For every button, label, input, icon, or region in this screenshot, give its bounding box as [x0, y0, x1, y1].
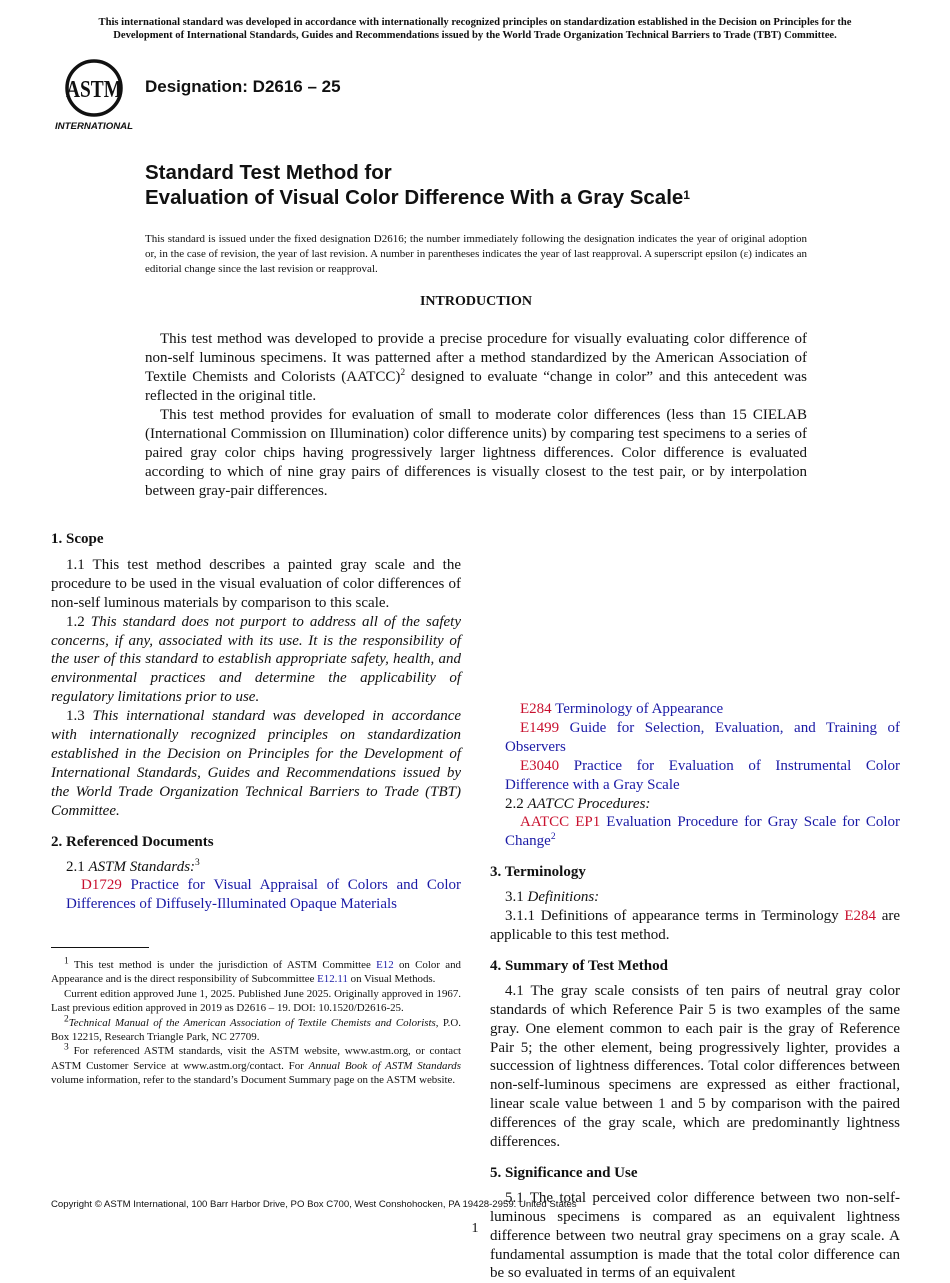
title-footnote-ref[interactable]: 1 [683, 188, 690, 202]
ref-aatcc-ep1-code[interactable]: AATCC EP1 [520, 814, 601, 831]
section-heading-scope: 1. Scope [51, 531, 104, 547]
astm-standards-footnote-ref[interactable]: 3 [195, 857, 200, 868]
ref-d1729-title[interactable]: Practice for Visual Appraisal of Colors and Color Differences of Diffusely-Illuminated Opaque Materials [66, 877, 461, 913]
left-column [51, 530, 461, 914]
section-heading-referenced-documents: 2. Referenced Documents [51, 833, 214, 850]
right-column [490, 530, 900, 1283]
title-line1: Standard Test Method for [145, 161, 392, 184]
paragraph-3-1: 3.1 Definitions: [505, 889, 600, 906]
link-e12[interactable]: E12 [376, 959, 394, 971]
ref-d1729-code[interactable]: D1729 [81, 877, 122, 894]
footnote-3: $^3$ For referenced ASTM standards, visit the ASTM website, www.astm.org, or contact ASTM Customer Service at www.astm.org/contact. For Annual Book of ASTM Standards volume information, refer to the standard’s Document Summary page on the ASTM website. [51, 1042, 461, 1087]
footnote-1: $^1$ This test method is under the jurisdiction of ASTM Committee E12 on Color and Appearance and is the direct responsibility of Subcommittee E12.11 on Visual Methods. [51, 956, 461, 986]
ref-e1499-code[interactable]: E1499 [520, 719, 560, 736]
ref-e3040-title[interactable]: Practice for Evaluation of Instrumental Color Difference with a Gray Scale [505, 757, 901, 793]
ref-e284-code[interactable]: E284 [520, 701, 552, 717]
ref-aatcc-ep1-title[interactable]: Evaluation Procedure for Gray Scale for Color Change [505, 814, 901, 850]
introduction-heading: INTRODUCTION [419, 294, 532, 309]
paragraph-4-1: 4.1 The gray scale consists of ten pairs of neutral gray color standards of which Reference Pair 5 is two examples of the same gray. One element common to each pair is the gray of Reference Pair 5; the other element, being progressively lighter, provides a succession of lightness differences. Total color differences between non-self-luminous specimens are expressed as either fractional, linear scale value between 1 and 5 by comparison with the paired differences of the gray scale, which are predominantly lightness differences. [490, 982, 900, 1151]
introduction [145, 330, 807, 501]
section-heading-summary: 4. Summary of Test Method [490, 957, 668, 974]
paragraph-2-1: 2.1 ASTM Standards:$^3$ [66, 857, 200, 875]
astm-logo [52, 56, 136, 132]
ref-e1499[interactable] [490, 719, 900, 757]
paragraph-3-1-1: 3.1.1 Definitions of appearance terms in Terminology E284 are applicable to this test method. [490, 908, 901, 943]
paragraph-5-1: 5.1 The total perceived color difference between two non-self-luminous specimens is compared as an equivalent lightness difference between two neutral gray specimens on a gray scale. A fundamental assumption is made that the total color difference can be so evaluated in terms of an equivalent [490, 1189, 900, 1282]
ref-aatcc-ep1[interactable] [490, 813, 900, 851]
designation: Designation: D2616 – 25 [145, 77, 341, 96]
section-heading-significance: 5. Significance and Use [490, 1164, 638, 1181]
copyright-notice: Copyright © ASTM International, 100 Barr Harbor Drive, PO Box C700, West Conshohocken, PA 19428-2959. United States [51, 1199, 577, 1210]
link-e12-11[interactable]: E12.11 [317, 973, 348, 986]
standard-notice: This standard is issued under the fixed designation D2616; the number immediately following the designation indicates the year of original adoption or, in the case of revision, the year of last revision. A number in parentheses indicates the year of last reapproval. A superscript epsilon (ε) indicates an editorial change since the last revision or reapproval. [145, 233, 807, 275]
tbt-notice-line1: This international standard was developed in accordance with internationally recognized principles on standardization established in the Decision on Principles for the [98, 17, 852, 28]
page-number: 1 [471, 1221, 479, 1236]
section-heading-terminology: 3. Terminology [490, 864, 586, 881]
paragraph-1-3: 1.3 This international standard was developed in accordance with internationally recognized principles on standardization established in the Decision on Principles for the Development of International Standards, Guides and Recommendations issued by the World Trade Organization Technical Barriers to Trade (TBT) Committee. [51, 708, 462, 819]
intro-paragraph-2: This test method provides for evaluation of small to moderate color differences (less than 15 CIELAB (International Commission on Illumination) color difference units) by comparing test specimens to a series of paired gray color chips having progressively larger lightness differences. Color difference is evaluated according to which of nine gray pairs of differences is visually closest to the test pair, or by interpolation between gray-pair differences. [145, 407, 807, 499]
ref-d1729[interactable] [51, 876, 461, 914]
ref-e284-title[interactable]: Terminology of Appearance [555, 701, 724, 717]
intro-footnote-ref[interactable]: 2 [400, 368, 406, 378]
footnotes [51, 958, 461, 1088]
title-line2: Evaluation of Visual Color Difference With a Gray Scale [145, 186, 684, 209]
intro-paragraph-1: This test method was developed to provide a precise procedure for visually evaluating color difference of non-self luminous specimens. It was patterned after a method standardized by the American Association of Textile Chemists and Colorists (AATCC)$^2$ designed to evaluate “change in color” and this antecedent was reflected in the original title. [145, 331, 807, 404]
paragraph-2-2: 2.2 AATCC Procedures: [505, 795, 651, 812]
paragraph-1-1: 1.1 This test method describes a painted gray scale and the procedure to be used in the visual evaluation of color differences of non-self luminous materials by comparison to this scale. [51, 556, 461, 611]
ref-e1499-title[interactable]: Guide for Selection, Evaluation, and Training of Observers [505, 719, 901, 755]
tbt-notice-line2: Development of International Standards, Guides and Recommendations issued by the World Trade Organization Technical Barriers to Trade (TBT) Committee. [113, 30, 837, 41]
ref-e284[interactable] [490, 700, 900, 719]
astm-logo-subtitle: INTERNATIONAL [55, 121, 133, 131]
ep1-footnote-ref[interactable]: 2 [550, 832, 556, 843]
tbt-notice [40, 16, 910, 42]
e284-inline-link[interactable]: E284 [844, 908, 876, 925]
page-title [145, 160, 690, 210]
footnote-rule [51, 947, 149, 948]
footnote-current-edition: Current edition approved June 1, 2025. Published June 2025. Originally approved in 1967. Last previous edition approved in 2019 as D2616 – 19. DOI: 10.1520/D2616-25. [51, 987, 461, 1015]
astm-logo-text: ASTM [66, 77, 122, 103]
paragraph-1-2: 1.2 This standard does not purport to address all of the safety concerns, if any, associated with its use. It is the responsibility of the user of this standard to establish appropriate safety, health, and environmental practices and determine the applicability of regulatory limitations prior to use. [51, 613, 461, 706]
footnote-2: $^2$Technical Manual of the American Association of Textile Chemists and Colorists, P.O. Box 12215, Research Triangle Park, NC 27709. [51, 1014, 461, 1044]
ref-e3040[interactable] [490, 757, 900, 795]
ref-e3040-code[interactable]: E3040 [520, 757, 560, 774]
